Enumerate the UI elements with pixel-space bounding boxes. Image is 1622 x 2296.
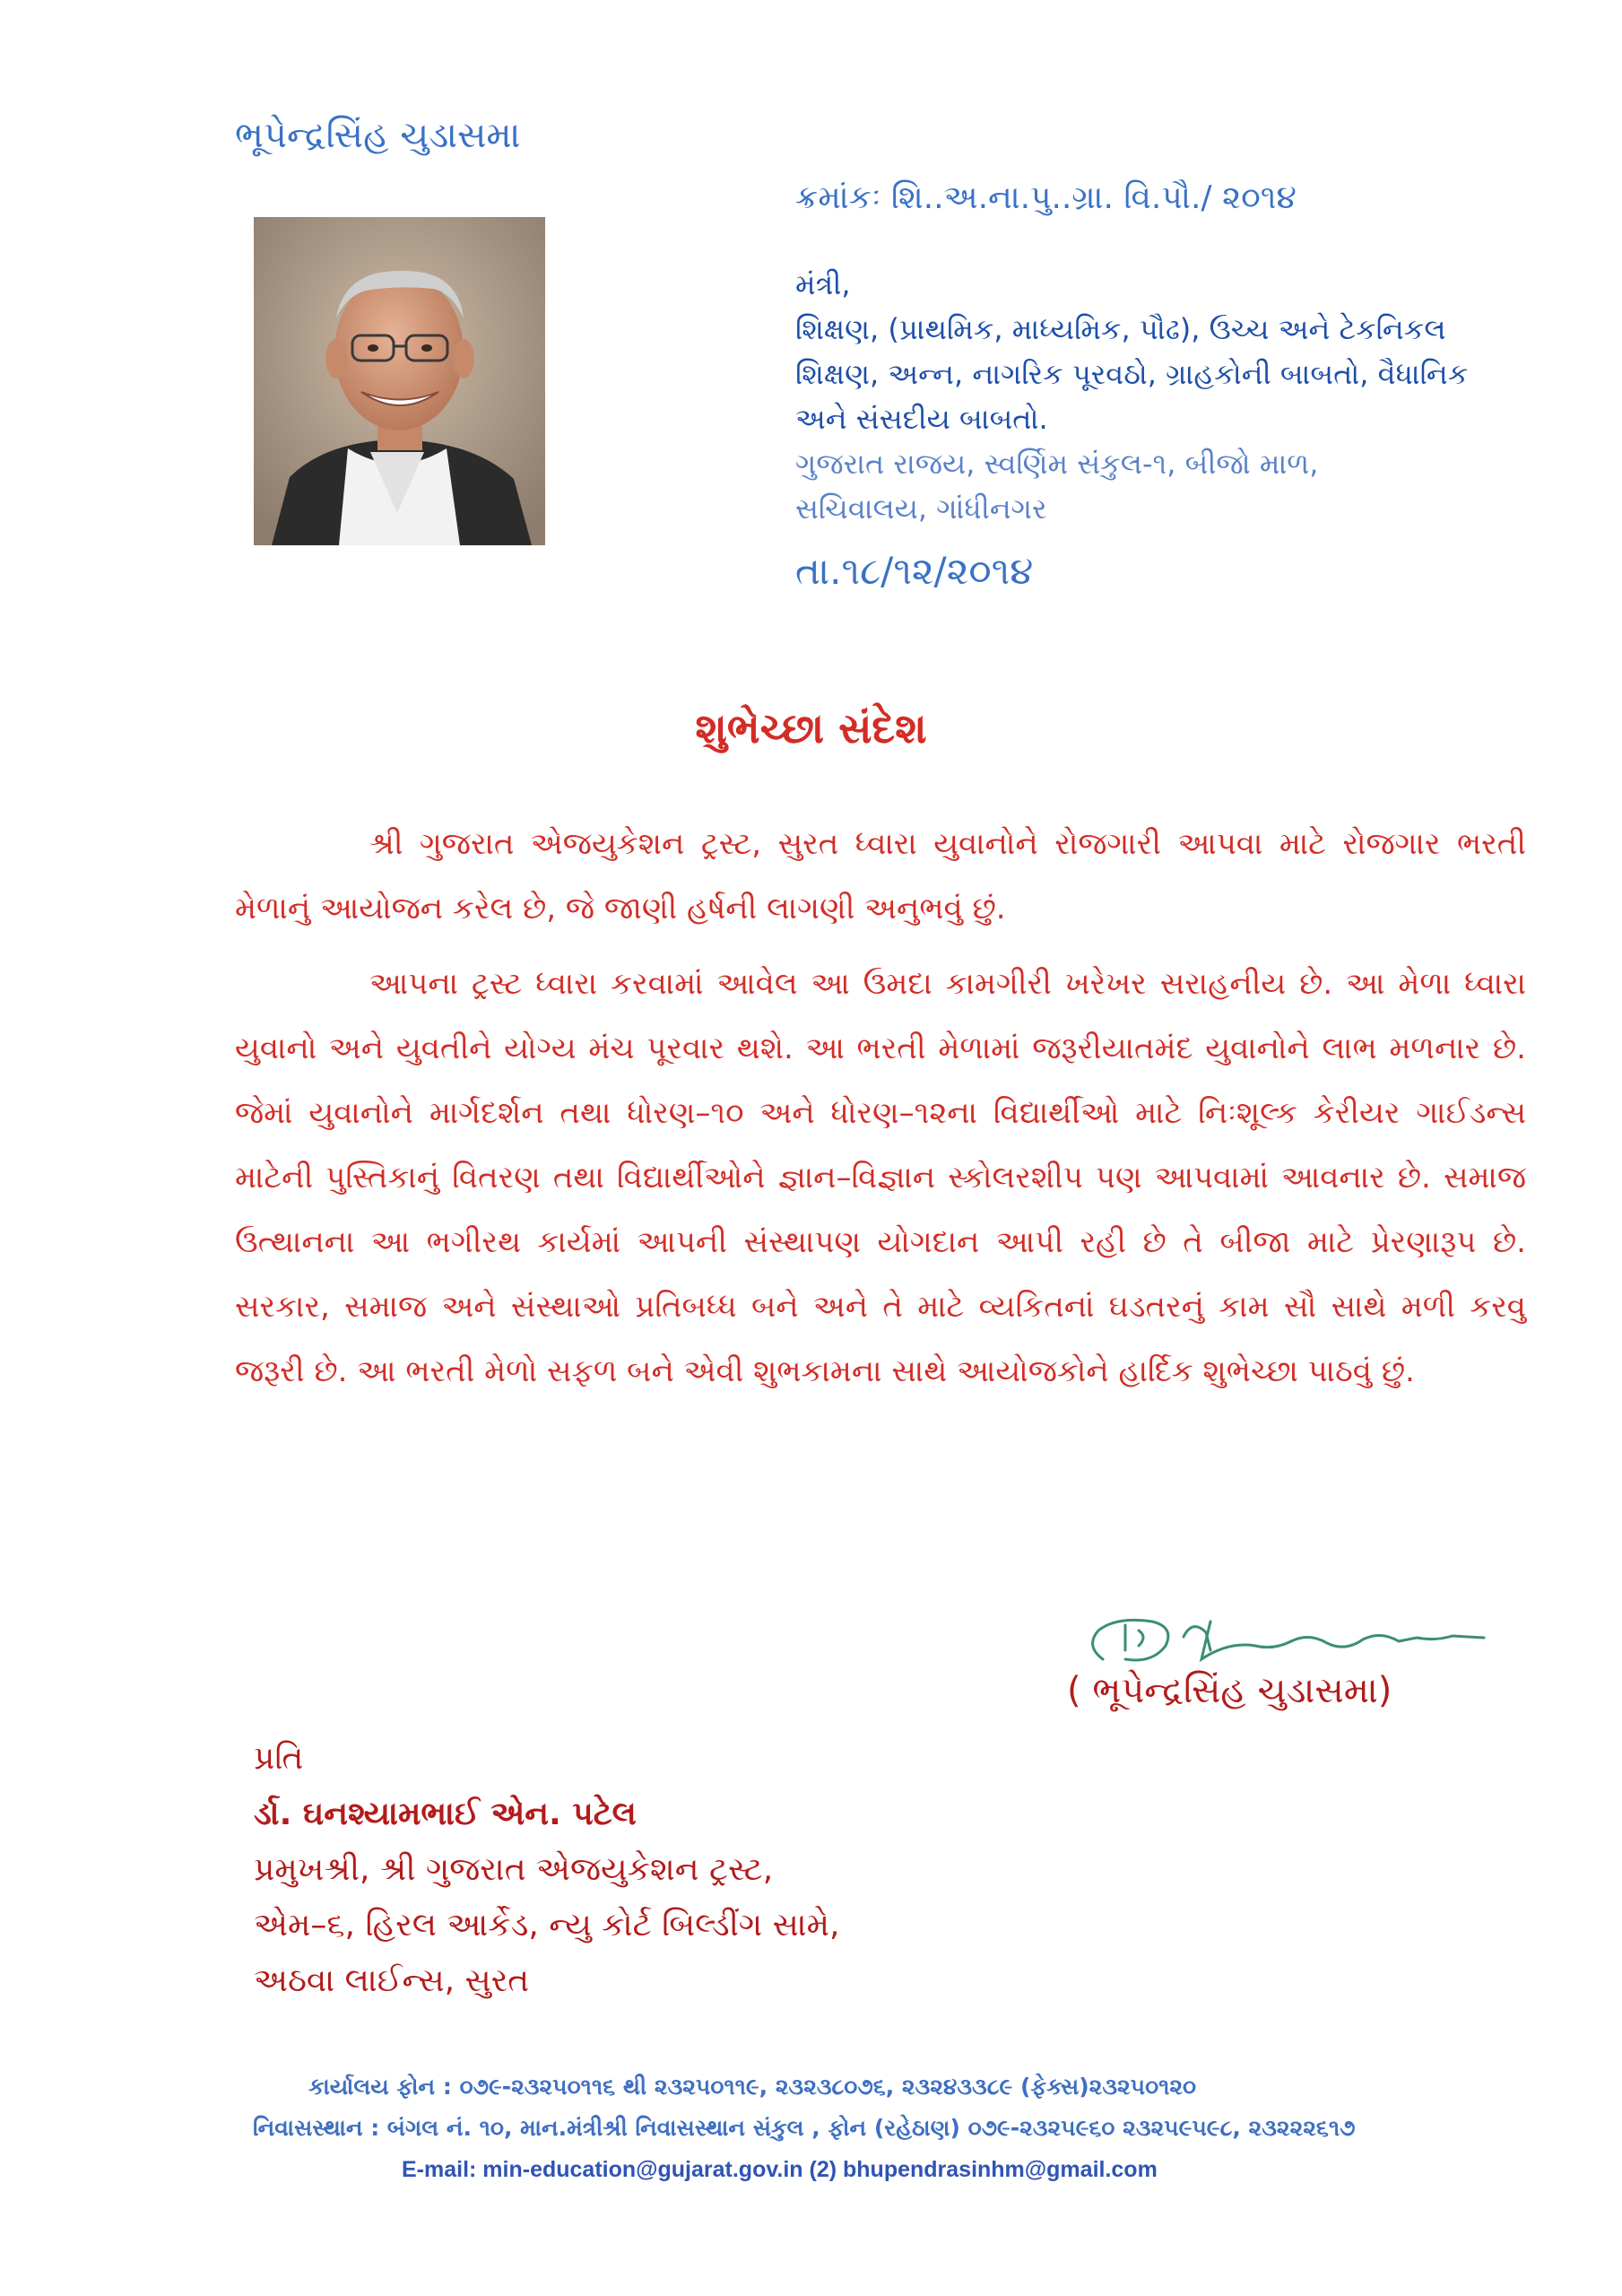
reference-number: ક્રમાંકઃ શિ..અ.ના.પુ..ગ્રા. વિ.પૌ./ ૨૦૧૪ xyxy=(795,179,1297,216)
message-body xyxy=(235,812,1526,1404)
minister-line: શિક્ષણ, અન્ન, નાગરિક પૂરવઠો, ગ્રાહકોની બાબતો, વૈધાનિક xyxy=(795,357,1469,391)
message-title: શુભેચ્છા સંદેશ xyxy=(695,704,927,752)
message-paragraph: શ્રી ગુજરાત એજયુકેશન ટ્રસ્ટ, સુરત ધ્વારા યુવાનોને રોજગારી આપવા માટે રોજગાર ભરતી મેળાનું આયોજન કરેલ છે, જે જાણી હર્ષની લાગણી અનુભવું છું. xyxy=(235,826,1526,926)
signatory-name: ( ભૂપેન્દ્રસિંહ ચુડાસમા) xyxy=(1067,1670,1392,1711)
signature-icon xyxy=(1076,1596,1488,1677)
minister-line: અને સંસદીય બાબતો. xyxy=(795,402,1048,436)
office-phone: કાર્યાલય ફોન : ૦૭૯-૨૩૨૫૦૧૧૬ થી ૨૩૨૫૦૧૧૯, ૨૩૨૩૮૦૭૬, ૨૩૨૪૩૩૮૯ (ફેક્સ)૨૩૨૫૦૧૨૦ xyxy=(308,2074,1197,2100)
portrait-photo xyxy=(254,217,545,545)
letter-date: તા.૧૮/૧૨/૨૦૧૪ xyxy=(795,549,1034,593)
recipient-block xyxy=(254,1731,839,2009)
footer xyxy=(0,2066,1622,2190)
sender-name: ભૂપેન્દ્રસિંહ ચુડાસમા xyxy=(235,115,521,156)
address-line: ગુજરાત રાજય, સ્વર્ણિમ સંકુલ-૧, બીજો માળ, xyxy=(795,447,1319,481)
recipient-line: અઠવા લાઈન્સ, સુરત xyxy=(254,1962,530,1999)
message-paragraph: આપના ટ્રસ્ટ ધ્વારા કરવામાં આવેલ આ ઉમદા કામગીરી ખરેખર સરાહનીય છે. આ મેળા ધ્વારા યુવાનો અને યુવતીને યોગ્ય મંચ પૂરવાર થશે. આ ભરતી મેળામાં જરૂરીયાતમંદ યુવાનોને લાભ મળનાર છે. જેમાં યુવાનોને માર્ગદર્શન તથા ધોરણ–૧૦ અને ધોરણ–૧૨ના વિદ્યાર્થીઓ માટે નિઃશૂલ્ક કેરીયર ગાઈડન્સ માટેની પુસ્તિકાનું વિતરણ તથા વિદ્યાર્થીઓને જ્ઞાન–વિજ્ઞાન સ્કોલરશીપ પણ આપવામાં આવનાર છે. સમાજ ઉત્થાનના આ ભગીરથ કાર્યમાં આપની સંસ્થાપણ યોગદાન આપી રહી છે તે બીજા માટે પ્રેરણારૂપ છે. સરકાર, સમાજ અને સંસ્થાઓ પ્રતિબધ્ધ બને અને તે માટે વ્યકિતનાં ઘડતરનું કામ સૌ સાથે મળી કરવુ જરૂરી છે. આ ભરતી મેળો સફળ બને એવી શુભકામના સાથે આયોજકોને હાર્દિક શુભેચ્છા પાઠવું છું. xyxy=(235,966,1526,1389)
minister-line: શિક્ષણ, (પ્રાથમિક, માધ્યમિક, પૌઢ), ઉચ્ચ અને ટેકનિકલ xyxy=(795,312,1446,346)
recipient-line: પ્રમુખશ્રી, શ્રી ગુજરાત એજયુકેશન ટ્રસ્ટ, xyxy=(254,1851,774,1888)
recipient-line: એમ–૬, હિરલ આર્કેડ, ન્યુ કોર્ટ બિલ્ડીંગ સામે, xyxy=(254,1907,840,1944)
email-contacts: E-mail: min-education@gujarat.gov.in (2) bhupendrasinhm@gmail.com xyxy=(402,2157,1158,2182)
recipient-prefix: પ્રતિ xyxy=(254,1740,304,1777)
address-line: સચિવાલય, ગાંધીનગર xyxy=(795,491,1047,526)
minister-line: મંત્રી, xyxy=(795,267,851,301)
minister-designation xyxy=(795,262,1566,531)
recipient-name: ર્ડા. ઘનશ્યામભાઈ એન. પટેલ xyxy=(254,1796,637,1832)
residence-address: નિવાસસ્થાન : બંગલ નં. ૧૦, માન.મંત્રીશ્રી નિવાસસ્થાન સંકુલ , ફોન (રહેઠાણ) ૦૭૯-૨૩૨૫૯૬૦ ૨૩૨૫૯૫૯૮, ૨૩૨૨૨૬૧૭ xyxy=(253,2115,1356,2141)
